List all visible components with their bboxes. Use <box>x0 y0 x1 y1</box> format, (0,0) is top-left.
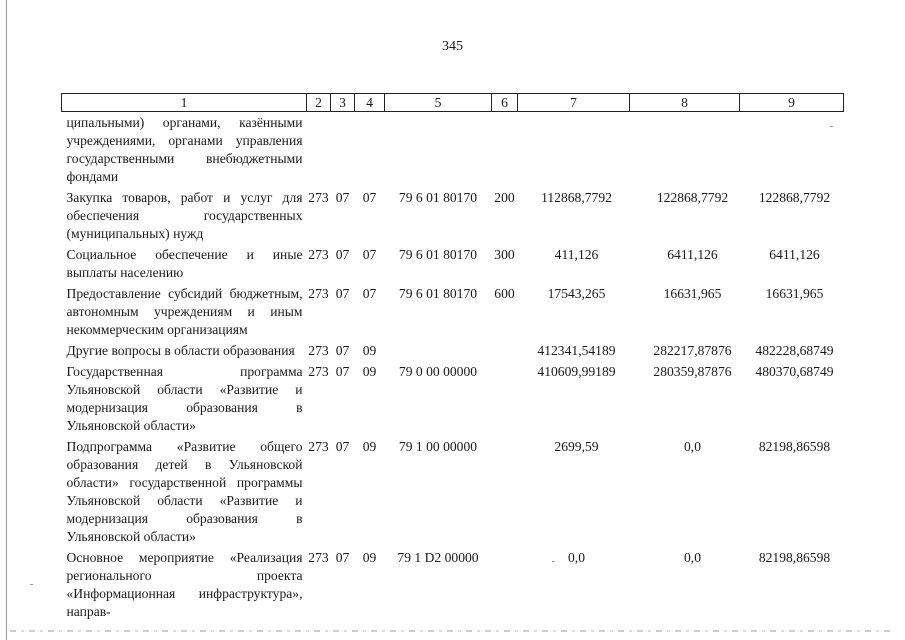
row-name: Закупка товаров, работ и услуг для обеспечения государственных (муниципальных) нужд <box>66 190 303 241</box>
row-name: ципальными) органами, казёнными учреждениями, органами управления государственными внебюджетными фондами <box>66 115 303 184</box>
row-name: Основное мероприятие «Реализация регионального проекта «Информационная инфраструктура», направ- <box>66 550 303 619</box>
row-pr: 09 <box>362 343 377 358</box>
row-pr <box>355 112 385 187</box>
page-left-edge <box>6 0 7 640</box>
column-header-4: 4 <box>355 94 385 112</box>
scan-artifact-mark <box>30 584 33 585</box>
row-sum-3: 82198,86598 <box>758 550 831 565</box>
table-header-row <box>62 94 844 112</box>
row-vr <box>492 435 518 546</box>
row-rz: 07 <box>335 364 350 379</box>
column-header-5: 5 <box>385 94 492 112</box>
table-row <box>62 186 844 243</box>
row-csr <box>385 339 492 360</box>
column-header-3: 3 <box>331 94 355 112</box>
row-pr: 07 <box>362 190 377 205</box>
row-sum-2: 122868,7792 <box>656 190 729 205</box>
row-vr <box>492 360 518 435</box>
budget-table <box>61 93 844 621</box>
row-vr: 300 <box>494 247 515 262</box>
row-csr: 79 6 01 80170 <box>398 286 478 301</box>
row-sum-3: 480370,68749 <box>755 364 834 379</box>
row-name: Предоставление субсидий бюджетным, автономным учреждениям и иным некоммерческим организациям <box>66 286 303 337</box>
row-name: Другие вопросы в области образования <box>66 343 295 358</box>
row-vr: 600 <box>494 286 515 301</box>
column-header-1: 1 <box>62 94 307 112</box>
row-csr: 79 1 00 00000 <box>398 439 478 454</box>
row-sum-1: 17543,265 <box>547 286 606 301</box>
row-sum-2: 282217,87876 <box>653 343 732 358</box>
page-number: 345 <box>442 39 463 54</box>
row-sum-1: 0,0 <box>568 550 585 565</box>
row-sum-1 <box>518 112 630 187</box>
row-pr: 09 <box>362 364 377 379</box>
row-code <box>307 112 331 187</box>
row-sum-1: 412341,54189 <box>537 343 616 358</box>
row-sum-2: 0,0 <box>684 550 701 565</box>
table-row <box>62 546 844 621</box>
table-row <box>62 435 844 546</box>
table-row <box>62 360 844 435</box>
row-sum-3 <box>740 112 844 187</box>
row-sum-3: 482228,68749 <box>755 343 834 358</box>
row-csr: 79 1 D2 00000 <box>397 550 479 565</box>
row-sum-2: 0,0 <box>684 439 701 454</box>
row-sum-1: 112868,7792 <box>541 190 612 205</box>
row-vr <box>492 112 518 187</box>
row-code: 273 <box>308 247 329 262</box>
table-row <box>62 282 844 339</box>
row-sum-3: 6411,126 <box>769 247 820 262</box>
row-name: Социальное обеспечение и иные выплаты населению <box>66 247 303 280</box>
row-sum-3: 82198,86598 <box>758 439 831 454</box>
scan-artifact-mark <box>552 561 555 562</box>
row-sum-1: 2699,59 <box>554 439 599 454</box>
row-code: 273 <box>308 286 329 301</box>
row-code: 273 <box>308 439 329 454</box>
table-row <box>62 339 844 360</box>
row-pr: 09 <box>362 439 377 454</box>
row-csr <box>385 112 492 187</box>
column-header-7: 7 <box>518 94 630 112</box>
scan-artifact-mark <box>830 126 833 127</box>
column-header-2: 2 <box>307 94 331 112</box>
row-sum-3: 16631,965 <box>765 286 824 301</box>
row-csr: 79 6 01 80170 <box>398 190 478 205</box>
table-row <box>62 112 844 187</box>
row-rz: 07 <box>335 247 350 262</box>
row-code: 273 <box>308 550 329 565</box>
row-pr: 09 <box>362 550 377 565</box>
row-pr: 07 <box>362 286 377 301</box>
row-name: Государственная программа Ульяновской области «Развитие и модернизация образования в Ульяновской области» <box>66 364 303 433</box>
row-sum-2: 280359,87876 <box>653 364 732 379</box>
row-csr: 79 6 01 80170 <box>398 247 478 262</box>
row-sum-2: 16631,965 <box>663 286 722 301</box>
row-rz: 07 <box>335 286 350 301</box>
row-name: Подпрограмма «Развитие общего образования детей в Ульяновской области» государственной программы Ульяновской области «Развитие и модернизация образования в Ульяновской области» <box>66 439 303 544</box>
scan-artifact-streak <box>10 630 895 632</box>
row-vr <box>492 546 518 621</box>
column-header-6: 6 <box>492 94 518 112</box>
row-code: 273 <box>308 343 329 358</box>
row-rz: 07 <box>335 550 350 565</box>
row-pr: 07 <box>362 247 377 262</box>
row-rz: 07 <box>335 343 350 358</box>
row-vr <box>492 339 518 360</box>
row-sum-2 <box>630 112 740 187</box>
row-vr: 200 <box>494 190 515 205</box>
row-sum-3: 122868,7792 <box>758 190 831 205</box>
row-sum-1: 410609,99189 <box>537 364 616 379</box>
row-csr: 79 0 00 00000 <box>398 364 478 379</box>
row-code: 273 <box>308 190 329 205</box>
row-code: 273 <box>308 364 329 379</box>
column-header-8: 8 <box>630 94 740 112</box>
row-rz: 07 <box>335 439 350 454</box>
column-header-9: 9 <box>740 94 844 112</box>
row-sum-2: 6411,126 <box>667 247 718 262</box>
row-rz: 07 <box>335 190 350 205</box>
row-sum-1: 411,126 <box>554 247 599 262</box>
row-rz <box>331 112 355 187</box>
table-row <box>62 243 844 282</box>
